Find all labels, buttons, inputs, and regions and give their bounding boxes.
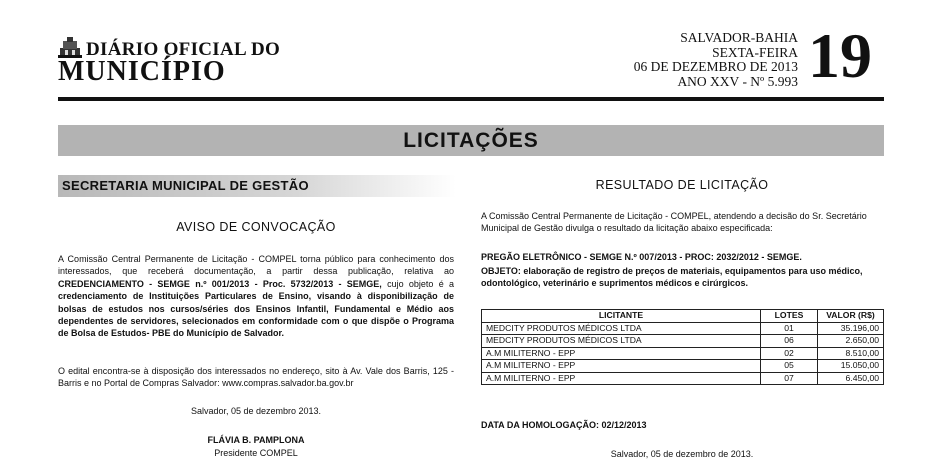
masthead-title-line2: MUNICÍPIO (58, 56, 226, 87)
signer-name: FLÁVIA B. PAMPLONA (207, 435, 305, 445)
p1-credenciamento: CREDENCIAMENTO - SEMGE n.º 001/2013 - Proc. 5732/2013 - SEMGE, (58, 278, 382, 289)
masthead-weekday: SEXTA-FEIRA (712, 44, 798, 60)
cell-licitante: A.M MILITERNO - EPP (482, 372, 761, 385)
signer-role: Presidente COMPEL (214, 448, 298, 458)
cell-valor: 8.510,00 (818, 347, 884, 360)
masthead-dateline (634, 31, 798, 89)
header-valor: VALOR (R$) (818, 310, 884, 323)
masthead-city: SALVADOR-BAHIA (680, 30, 798, 45)
masthead-divider (58, 97, 884, 101)
right-heading: RESULTADO DE LICITAÇÃO (595, 178, 769, 192)
p1-object: credenciamento de Instituições Particulares de Ensino, visando à disponibilização de bolsas de estudos nos cursos/séries dos Ensinos Infantil, Fundamental e Médio aos dependentes de servidores, selecionados em conformidade com o que dispõe o Programa de Bolsa de Estudos- PBE do Município de Salvador. (58, 291, 454, 339)
section-banner: LICITAÇÕES (58, 125, 884, 156)
table-row (482, 322, 884, 335)
result-table (481, 309, 884, 385)
masthead-date: 06 DE DEZEMBRO DE 2013 (633, 59, 798, 74)
right-intro: A Comissão Central Permanente de Licitação - COMPEL, atendendo a decisão do Sr. Secretário Municipal de Gestão divulga o resultado da licitação abaixo especificada: (481, 211, 867, 234)
table-row (482, 360, 884, 373)
cell-lote: 02 (761, 347, 818, 360)
municipal-crest-icon (58, 36, 82, 58)
left-paragraph-1 (58, 253, 454, 340)
homologation-date: DATA DA HOMOLOGAÇÃO: 02/12/2013 (481, 420, 647, 430)
cell-lote: 06 (761, 335, 818, 348)
right-place-date: Salvador, 05 de dezembro de 2013. (610, 449, 754, 459)
header-lotes: LOTES (761, 310, 818, 323)
p1-text-c: cujo objeto é a (381, 278, 455, 289)
cell-valor: 2.650,00 (818, 335, 884, 348)
cell-lote: 01 (761, 322, 818, 335)
objeto-label: OBJETO: (481, 266, 521, 276)
cell-valor: 35.196,00 (818, 322, 884, 335)
department-bar: SECRETARIA MUNICIPAL DE GESTÃO (58, 175, 456, 197)
cell-licitante: A.M MILITERNO - EPP (482, 360, 761, 373)
objeto-paragraph (481, 265, 883, 290)
header-licitante: LICITANTE (482, 310, 761, 323)
left-place-date: Salvador, 05 de dezembro 2013. (190, 406, 322, 416)
cell-lote: 07 (761, 372, 818, 385)
table-row (482, 335, 884, 348)
cell-valor: 6.450,00 (818, 372, 884, 385)
masthead-title-line1: DIÁRIO OFICIAL DO (86, 39, 281, 60)
table-row (482, 347, 884, 360)
masthead-edition: ANO XXV - Nº 5.993 (677, 73, 798, 89)
pregao-line: PREGÃO ELETRÔNICO - SEMGE N.º 007/2013 - PROC: 2032/2012 - SEMGE. (481, 252, 802, 262)
cell-valor: 15.050,00 (818, 360, 884, 373)
cell-lote: 05 (761, 360, 818, 373)
cell-licitante: A.M MILITERNO - EPP (482, 347, 761, 360)
table-row (482, 372, 884, 385)
p1-text-a: A Comissão Central Permanente de Licitação - COMPEL torna público para conhecimento dos interessados, que receberá documentação, a partir dessa publicação, relativa ao (58, 254, 454, 277)
table-header-row (482, 310, 884, 323)
cell-licitante: MEDCITY PRODUTOS MÉDICOS LTDA (482, 322, 761, 335)
objeto-text: elaboração de registro de preços de materiais, equipamentos para uso médico, odontológico, veterinário e suprimentos médicos e cirúrgicos. (481, 266, 863, 289)
page-number: 19 (808, 20, 872, 91)
left-paragraph-2: O edital encontra-se à disposição dos interessados no endereço, sito à Av. Vale dos Barris, 125 - Barris e no Portal de Compras Salvador: www.compras.salvador.ba.gov.br (58, 366, 454, 389)
cell-licitante: MEDCITY PRODUTOS MÉDICOS LTDA (482, 335, 761, 348)
left-heading: AVISO DE CONVOCAÇÃO (176, 220, 336, 234)
